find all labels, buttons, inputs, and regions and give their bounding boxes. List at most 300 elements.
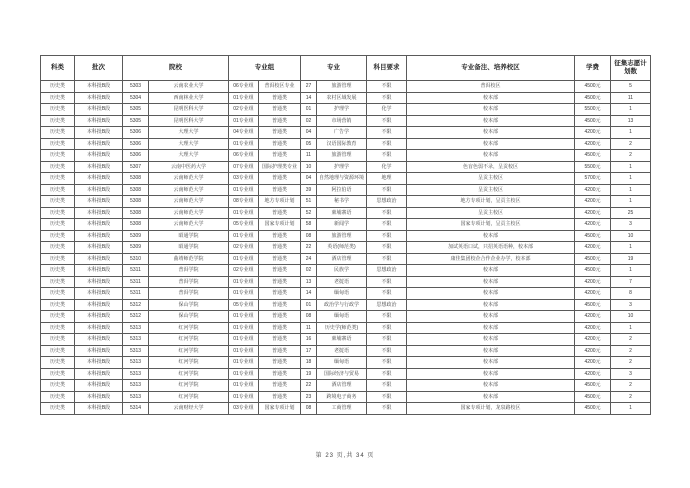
cell-tuition: 4500元 bbox=[575, 380, 611, 392]
header-major: 专业 bbox=[301, 56, 367, 81]
cell-institution-code: 5303 bbox=[123, 81, 149, 93]
cell-subject-category: 历史类 bbox=[41, 345, 75, 357]
cell-tuition: 4500元 bbox=[575, 115, 611, 127]
cell-subject-requirement: 不限 bbox=[367, 311, 407, 323]
cell-subject-requirement: 不限 bbox=[367, 184, 407, 196]
cell-major-group-code: 06专业组 bbox=[229, 81, 259, 93]
cell-major-group-name: 普通类 bbox=[259, 104, 301, 116]
cell-institution-name: 大理大学 bbox=[149, 138, 229, 150]
cell-batch: 本科批B段 bbox=[75, 380, 123, 392]
page-number-footer: 第 23 页,共 34 页 bbox=[315, 453, 375, 459]
cell-major-group-code: 04专业组 bbox=[229, 127, 259, 139]
cell-batch: 本科批B段 bbox=[75, 368, 123, 380]
cell-batch: 本科批B段 bbox=[75, 357, 123, 369]
cell-subject-category: 历史类 bbox=[41, 115, 75, 127]
cell-tuition: 4500元 bbox=[575, 230, 611, 242]
cell-subject-requirement: 不限 bbox=[367, 81, 407, 93]
cell-remark-campus: 校本部 bbox=[407, 230, 575, 242]
cell-institution-name: 曲靖师范学院 bbox=[149, 253, 229, 265]
cell-batch: 本科批B段 bbox=[75, 196, 123, 208]
cell-subject-category: 历史类 bbox=[41, 219, 75, 231]
cell-institution-name: 红河学院 bbox=[149, 357, 229, 369]
table-row bbox=[41, 207, 651, 219]
cell-major-name: 民族学 bbox=[317, 265, 367, 277]
cell-major-group-name: 国家专项计划 bbox=[259, 219, 301, 231]
cell-institution-name: 昆明医科大学 bbox=[149, 104, 229, 116]
cell-subject-category: 历史类 bbox=[41, 288, 75, 300]
cell-remark-campus: 校本部 bbox=[407, 115, 575, 127]
cell-subject-requirement: 不限 bbox=[367, 207, 407, 219]
cell-remark-campus: 呈贡主校区 bbox=[407, 184, 575, 196]
cell-institution-code: 5309 bbox=[123, 242, 149, 254]
cell-institution-code: 5311 bbox=[123, 276, 149, 288]
cell-recruit-plan-count: 1 bbox=[611, 127, 651, 139]
cell-major-code: 39 bbox=[301, 184, 317, 196]
cell-major-group-code: 01专业组 bbox=[229, 92, 259, 104]
cell-batch: 本科批B段 bbox=[75, 265, 123, 277]
cell-subject-category: 历史类 bbox=[41, 391, 75, 403]
cell-remark-campus: 校本部 bbox=[407, 368, 575, 380]
table-row bbox=[41, 299, 651, 311]
cell-recruit-plan-count: 2 bbox=[611, 138, 651, 150]
cell-tuition: 4500元 bbox=[575, 150, 611, 162]
header-major-group: 专业组 bbox=[229, 56, 301, 81]
cell-batch: 本科批B段 bbox=[75, 276, 123, 288]
cell-subject-requirement: 不限 bbox=[367, 230, 407, 242]
cell-batch: 本科批B段 bbox=[75, 219, 123, 231]
cell-major-group-name: 普通类 bbox=[259, 127, 301, 139]
cell-batch: 本科批B段 bbox=[75, 345, 123, 357]
cell-major-group-code: 02专业组 bbox=[229, 104, 259, 116]
table-row bbox=[41, 81, 651, 93]
cell-recruit-plan-count: 1 bbox=[611, 104, 651, 116]
cell-subject-requirement: 不限 bbox=[367, 276, 407, 288]
header-recruit-plan-count: 征集志愿计划数 bbox=[611, 56, 651, 81]
cell-tuition: 4200元 bbox=[575, 242, 611, 254]
cell-major-code: 13 bbox=[301, 276, 317, 288]
cell-major-name: 旅游管理 bbox=[317, 230, 367, 242]
cell-remark-campus: 地方专项计划，呈贡主校区 bbox=[407, 196, 575, 208]
cell-tuition: 4200元 bbox=[575, 334, 611, 346]
cell-major-code: 08 bbox=[301, 311, 317, 323]
cell-institution-name: 云南中医药大学 bbox=[149, 161, 229, 173]
cell-subject-category: 历史类 bbox=[41, 161, 75, 173]
table-row bbox=[41, 322, 651, 334]
cell-batch: 本科批B段 bbox=[75, 299, 123, 311]
cell-institution-name: 红河学院 bbox=[149, 368, 229, 380]
cell-recruit-plan-count: 11 bbox=[611, 92, 651, 104]
cell-batch: 本科批B段 bbox=[75, 92, 123, 104]
cell-subject-requirement: 不限 bbox=[367, 92, 407, 104]
cell-subject-requirement: 不限 bbox=[367, 357, 407, 369]
cell-subject-requirement: 不限 bbox=[367, 345, 407, 357]
cell-subject-requirement: 思想政治 bbox=[367, 196, 407, 208]
cell-remark-campus: 校本部 bbox=[407, 265, 575, 277]
cell-major-code: 01 bbox=[301, 299, 317, 311]
cell-subject-requirement: 化学 bbox=[367, 161, 407, 173]
cell-institution-name: 西南林业大学 bbox=[149, 92, 229, 104]
cell-major-code: 17 bbox=[301, 345, 317, 357]
cell-remark-campus: 普洱校区 bbox=[407, 81, 575, 93]
cell-major-group-name: 普通类 bbox=[259, 276, 301, 288]
cell-institution-name: 红河学院 bbox=[149, 345, 229, 357]
cell-major-group-name: 国家专项计划 bbox=[259, 403, 301, 415]
cell-major-code: 10 bbox=[301, 161, 317, 173]
cell-recruit-plan-count: 1 bbox=[611, 403, 651, 415]
cell-subject-category: 历史类 bbox=[41, 92, 75, 104]
cell-major-group-name: 普通类 bbox=[259, 184, 301, 196]
cell-major-group-name: 普通类 bbox=[259, 322, 301, 334]
cell-institution-code: 5310 bbox=[123, 253, 149, 265]
cell-institution-name: 红河学院 bbox=[149, 334, 229, 346]
cell-institution-code: 5313 bbox=[123, 368, 149, 380]
cell-major-name: 汉语国际教育 bbox=[317, 138, 367, 150]
cell-tuition: 4200元 bbox=[575, 322, 611, 334]
table-row bbox=[41, 230, 651, 242]
cell-subject-requirement: 不限 bbox=[367, 127, 407, 139]
cell-remark-campus: 校本部 bbox=[407, 322, 575, 334]
cell-remark-campus: 校本部 bbox=[407, 138, 575, 150]
cell-subject-category: 历史类 bbox=[41, 242, 75, 254]
cell-institution-name: 昆明医科大学 bbox=[149, 115, 229, 127]
cell-major-name: 新闻学 bbox=[317, 219, 367, 231]
cell-major-name: 旅游管理 bbox=[317, 81, 367, 93]
cell-tuition: 4200元 bbox=[575, 368, 611, 380]
cell-major-group-name: 普通类 bbox=[259, 173, 301, 185]
cell-subject-category: 历史类 bbox=[41, 81, 75, 93]
cell-remark-campus: 校本部 bbox=[407, 276, 575, 288]
table-row bbox=[41, 184, 651, 196]
cell-institution-code: 5305 bbox=[123, 115, 149, 127]
cell-recruit-plan-count: 3 bbox=[611, 299, 651, 311]
cell-major-code: 18 bbox=[301, 357, 317, 369]
header-subject-requirement: 科目要求 bbox=[367, 56, 407, 81]
cell-institution-code: 5312 bbox=[123, 299, 149, 311]
cell-major-group-name: 普通类 bbox=[259, 150, 301, 162]
cell-remark-campus: 色盲色弱不录，呈贡校区 bbox=[407, 161, 575, 173]
cell-major-group-code: 01专业组 bbox=[229, 334, 259, 346]
cell-tuition: 4200元 bbox=[575, 311, 611, 323]
cell-subject-category: 历史类 bbox=[41, 299, 75, 311]
cell-major-group-name: 普通类 bbox=[259, 242, 301, 254]
cell-major-name: 阿拉伯语 bbox=[317, 184, 367, 196]
cell-major-code: 16 bbox=[301, 334, 317, 346]
cell-recruit-plan-count: 2 bbox=[611, 150, 651, 162]
cell-major-name: 柬埔寨语 bbox=[317, 207, 367, 219]
cell-remark-campus: 校本部 bbox=[407, 380, 575, 392]
cell-subject-category: 历史类 bbox=[41, 403, 75, 415]
cell-remark-campus: 校本部 bbox=[407, 311, 575, 323]
cell-batch: 本科批B段 bbox=[75, 403, 123, 415]
cell-tuition: 4200元 bbox=[575, 196, 611, 208]
cell-subject-requirement: 不限 bbox=[367, 219, 407, 231]
cell-institution-code: 5308 bbox=[123, 184, 149, 196]
table-row bbox=[41, 127, 651, 139]
cell-batch: 本科批B段 bbox=[75, 334, 123, 346]
cell-remark-campus: 校本部 bbox=[407, 334, 575, 346]
table-row bbox=[41, 265, 651, 277]
cell-major-code: 02 bbox=[301, 265, 317, 277]
cell-institution-name: 云南师范大学 bbox=[149, 219, 229, 231]
cell-major-code: 23 bbox=[301, 391, 317, 403]
cell-major-group-code: 07专业组 bbox=[229, 161, 259, 173]
cell-institution-code: 5307 bbox=[123, 161, 149, 173]
cell-institution-name: 普洱学院 bbox=[149, 265, 229, 277]
cell-tuition: 4200元 bbox=[575, 288, 611, 300]
cell-subject-category: 历史类 bbox=[41, 334, 75, 346]
table-row bbox=[41, 173, 651, 185]
cell-batch: 本科批B段 bbox=[75, 115, 123, 127]
cell-major-group-code: 01专业组 bbox=[229, 357, 259, 369]
cell-major-group-name: 国际护理类专业 bbox=[259, 161, 301, 173]
cell-major-name: 历史学(师范类) bbox=[317, 322, 367, 334]
table-row bbox=[41, 253, 651, 265]
cell-major-group-code: 01专业组 bbox=[229, 368, 259, 380]
cell-remark-campus: 校本部 bbox=[407, 127, 575, 139]
cell-subject-requirement: 不限 bbox=[367, 334, 407, 346]
cell-subject-category: 历史类 bbox=[41, 276, 75, 288]
table-row bbox=[41, 138, 651, 150]
cell-major-group-code: 05专业组 bbox=[229, 299, 259, 311]
cell-major-code: 52 bbox=[301, 207, 317, 219]
cell-subject-requirement: 不限 bbox=[367, 288, 407, 300]
cell-institution-name: 红河学院 bbox=[149, 391, 229, 403]
table-row bbox=[41, 219, 651, 231]
cell-recruit-plan-count: 1 bbox=[611, 161, 651, 173]
table-row bbox=[41, 161, 651, 173]
cell-recruit-plan-count: 2 bbox=[611, 380, 651, 392]
cell-major-group-name: 普通类 bbox=[259, 265, 301, 277]
cell-subject-requirement: 不限 bbox=[367, 391, 407, 403]
cell-institution-code: 5306 bbox=[123, 127, 149, 139]
cell-subject-category: 历史类 bbox=[41, 253, 75, 265]
cell-batch: 本科批B段 bbox=[75, 127, 123, 139]
cell-tuition: 4500元 bbox=[575, 265, 611, 277]
cell-tuition: 4200元 bbox=[575, 276, 611, 288]
cell-major-code: 19 bbox=[301, 368, 317, 380]
cell-major-name: 柬埔寨语 bbox=[317, 334, 367, 346]
cell-major-name: 酒店管理 bbox=[317, 380, 367, 392]
cell-institution-name: 云南财经大学 bbox=[149, 403, 229, 415]
cell-major-group-code: 01专业组 bbox=[229, 380, 259, 392]
cell-major-name: 缅甸语 bbox=[317, 288, 367, 300]
cell-recruit-plan-count: 10 bbox=[611, 311, 651, 323]
cell-institution-name: 大理大学 bbox=[149, 127, 229, 139]
admission-plan-table bbox=[40, 55, 651, 415]
cell-major-group-code: 01专业组 bbox=[229, 391, 259, 403]
cell-tuition: 4200元 bbox=[575, 138, 611, 150]
cell-subject-category: 历史类 bbox=[41, 207, 75, 219]
cell-batch: 本科批B段 bbox=[75, 207, 123, 219]
cell-major-code: 11 bbox=[301, 322, 317, 334]
cell-institution-code: 5313 bbox=[123, 391, 149, 403]
cell-major-group-code: 03专业组 bbox=[229, 403, 259, 415]
cell-major-group-code: 02专业组 bbox=[229, 265, 259, 277]
cell-major-group-code: 01专业组 bbox=[229, 184, 259, 196]
table-row bbox=[41, 104, 651, 116]
cell-batch: 本科批B段 bbox=[75, 150, 123, 162]
cell-recruit-plan-count: 25 bbox=[611, 207, 651, 219]
cell-major-code: 58 bbox=[301, 219, 317, 231]
cell-recruit-plan-count: 3 bbox=[611, 219, 651, 231]
cell-institution-code: 5305 bbox=[123, 104, 149, 116]
cell-major-name: 老挝语 bbox=[317, 345, 367, 357]
cell-tuition: 4500元 bbox=[575, 299, 611, 311]
cell-subject-requirement: 不限 bbox=[367, 380, 407, 392]
cell-major-group-name: 普通类 bbox=[259, 380, 301, 392]
cell-batch: 本科批B段 bbox=[75, 161, 123, 173]
table-row bbox=[41, 357, 651, 369]
cell-subject-requirement: 不限 bbox=[367, 322, 407, 334]
cell-major-group-code: 01专业组 bbox=[229, 322, 259, 334]
cell-major-group-name: 普通类 bbox=[259, 230, 301, 242]
cell-institution-name: 普洱学院 bbox=[149, 288, 229, 300]
cell-subject-requirement: 不限 bbox=[367, 253, 407, 265]
cell-major-group-code: 03专业组 bbox=[229, 173, 259, 185]
table-row bbox=[41, 345, 651, 357]
cell-major-code: 14 bbox=[301, 288, 317, 300]
table-body bbox=[41, 81, 651, 415]
cell-institution-name: 云南师范大学 bbox=[149, 207, 229, 219]
cell-major-code: 04 bbox=[301, 173, 317, 185]
table-row bbox=[41, 391, 651, 403]
cell-institution-code: 5313 bbox=[123, 322, 149, 334]
cell-major-group-code: 01专业组 bbox=[229, 253, 259, 265]
cell-institution-name: 云南农业大学 bbox=[149, 81, 229, 93]
cell-institution-code: 5308 bbox=[123, 173, 149, 185]
cell-major-group-code: 01专业组 bbox=[229, 311, 259, 323]
cell-institution-name: 昭通学院 bbox=[149, 242, 229, 254]
cell-remark-campus: 加试英语口试，只招英语语种，校本部 bbox=[407, 242, 575, 254]
cell-remark-campus: 校本部 bbox=[407, 299, 575, 311]
cell-tuition: 5500元 bbox=[575, 161, 611, 173]
cell-institution-code: 5306 bbox=[123, 138, 149, 150]
cell-major-name: 自然地理与资源环境 bbox=[317, 173, 367, 185]
cell-subject-requirement: 不限 bbox=[367, 242, 407, 254]
cell-batch: 本科批B段 bbox=[75, 322, 123, 334]
cell-major-code: 05 bbox=[301, 138, 317, 150]
cell-major-name: 政治学与行政学 bbox=[317, 299, 367, 311]
cell-major-group-name: 普通类 bbox=[259, 115, 301, 127]
cell-institution-code: 5308 bbox=[123, 219, 149, 231]
cell-subject-requirement: 不限 bbox=[367, 150, 407, 162]
cell-subject-requirement: 不限 bbox=[367, 368, 407, 380]
cell-major-group-name: 地方专项计划 bbox=[259, 196, 301, 208]
cell-subject-category: 历史类 bbox=[41, 150, 75, 162]
cell-major-name: 广告学 bbox=[317, 127, 367, 139]
cell-tuition: 4200元 bbox=[575, 357, 611, 369]
cell-institution-name: 普洱学院 bbox=[149, 276, 229, 288]
cell-subject-requirement: 不限 bbox=[367, 403, 407, 415]
cell-major-code: 01 bbox=[301, 104, 317, 116]
cell-institution-code: 5313 bbox=[123, 345, 149, 357]
cell-remark-campus: 国家专项计划，呈贡主校区 bbox=[407, 219, 575, 231]
cell-subject-category: 历史类 bbox=[41, 265, 75, 277]
cell-batch: 本科批B段 bbox=[75, 173, 123, 185]
cell-subject-category: 历史类 bbox=[41, 104, 75, 116]
cell-batch: 本科批B段 bbox=[75, 391, 123, 403]
cell-institution-code: 5308 bbox=[123, 207, 149, 219]
cell-tuition: 4500元 bbox=[575, 81, 611, 93]
cell-major-code: 04 bbox=[301, 127, 317, 139]
cell-subject-requirement: 思想政治 bbox=[367, 265, 407, 277]
table-row bbox=[41, 380, 651, 392]
table-row bbox=[41, 368, 651, 380]
cell-recruit-plan-count: 1 bbox=[611, 242, 651, 254]
cell-tuition: 4500元 bbox=[575, 403, 611, 415]
cell-subject-category: 历史类 bbox=[41, 311, 75, 323]
cell-batch: 本科批B段 bbox=[75, 242, 123, 254]
cell-major-group-name: 普通类 bbox=[259, 253, 301, 265]
cell-remark-campus: 校本部 bbox=[407, 357, 575, 369]
cell-subject-category: 历史类 bbox=[41, 138, 75, 150]
cell-recruit-plan-count: 8 bbox=[611, 288, 651, 300]
cell-major-code: 11 bbox=[301, 150, 317, 162]
cell-recruit-plan-count: 19 bbox=[611, 253, 651, 265]
cell-major-name: 农村区域发展 bbox=[317, 92, 367, 104]
cell-major-group-name: 普通类 bbox=[259, 334, 301, 346]
cell-major-name: 缅甸语 bbox=[317, 357, 367, 369]
cell-major-name: 缅甸语 bbox=[317, 311, 367, 323]
cell-institution-code: 5313 bbox=[123, 380, 149, 392]
cell-institution-code: 5308 bbox=[123, 196, 149, 208]
cell-remark-campus: 康佳集团校企合作企业办学，校本部 bbox=[407, 253, 575, 265]
cell-batch: 本科批B段 bbox=[75, 230, 123, 242]
cell-major-code: 24 bbox=[301, 253, 317, 265]
cell-major-group-name: 普通类 bbox=[259, 207, 301, 219]
cell-major-group-code: 01专业组 bbox=[229, 276, 259, 288]
cell-recruit-plan-count: 2 bbox=[611, 357, 651, 369]
cell-major-code: 08 bbox=[301, 403, 317, 415]
cell-tuition: 5500元 bbox=[575, 104, 611, 116]
cell-recruit-plan-count: 10 bbox=[611, 230, 651, 242]
cell-major-group-name: 普通类 bbox=[259, 288, 301, 300]
cell-major-group-code: 01专业组 bbox=[229, 345, 259, 357]
cell-major-group-name: 普通类 bbox=[259, 92, 301, 104]
cell-major-group-code: 02专业组 bbox=[229, 242, 259, 254]
cell-tuition: 4500元 bbox=[575, 391, 611, 403]
cell-tuition: 4500元 bbox=[575, 253, 611, 265]
cell-recruit-plan-count: 13 bbox=[611, 115, 651, 127]
cell-institution-name: 大理大学 bbox=[149, 150, 229, 162]
cell-recruit-plan-count: 2 bbox=[611, 334, 651, 346]
table-row bbox=[41, 115, 651, 127]
table-row bbox=[41, 334, 651, 346]
cell-major-group-code: 08专业组 bbox=[229, 196, 259, 208]
cell-recruit-plan-count: 1 bbox=[611, 184, 651, 196]
cell-institution-code: 5309 bbox=[123, 230, 149, 242]
table-row bbox=[41, 92, 651, 104]
cell-major-group-code: 06专业组 bbox=[229, 150, 259, 162]
table-header-row bbox=[41, 56, 651, 81]
cell-major-group-name: 普通类 bbox=[259, 357, 301, 369]
cell-recruit-plan-count: 2 bbox=[611, 391, 651, 403]
cell-remark-campus: 呈贡主校区 bbox=[407, 173, 575, 185]
cell-remark-campus: 国家专项计划，龙泉路校区 bbox=[407, 403, 575, 415]
cell-major-code: 14 bbox=[301, 92, 317, 104]
cell-batch: 本科批B段 bbox=[75, 138, 123, 150]
cell-major-name: 秘书学 bbox=[317, 196, 367, 208]
cell-major-group-name: 普通类 bbox=[259, 299, 301, 311]
cell-remark-campus: 校本部 bbox=[407, 345, 575, 357]
table-row bbox=[41, 196, 651, 208]
cell-major-name: 市场营销 bbox=[317, 115, 367, 127]
cell-recruit-plan-count: 7 bbox=[611, 276, 651, 288]
cell-subject-requirement: 不限 bbox=[367, 115, 407, 127]
table-row bbox=[41, 288, 651, 300]
cell-remark-campus: 校本部 bbox=[407, 150, 575, 162]
cell-recruit-plan-count: 3 bbox=[611, 368, 651, 380]
